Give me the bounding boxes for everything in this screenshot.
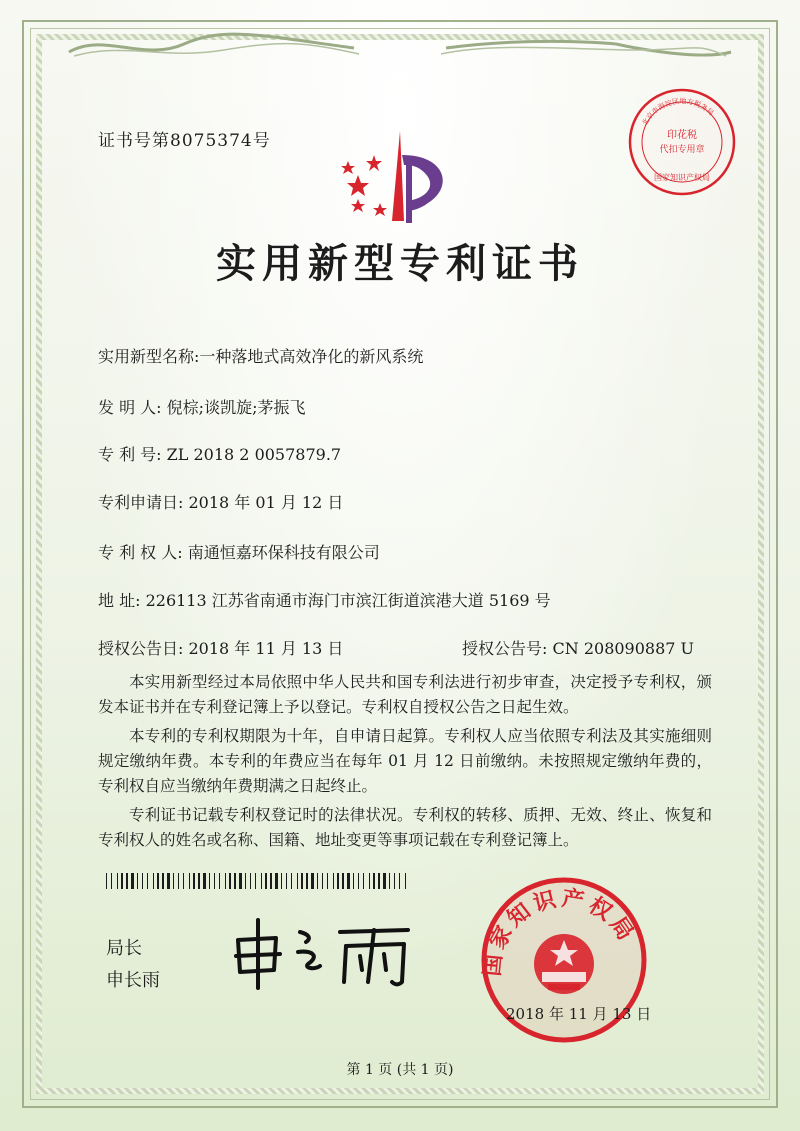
barcode-bar xyxy=(342,873,344,889)
director-name: 申长雨 xyxy=(106,970,160,991)
grant-announcement-number-label: 授权公告号: xyxy=(462,639,548,658)
certificate-body-text xyxy=(98,670,712,857)
barcode-bar xyxy=(137,873,138,889)
barcode-bar xyxy=(142,873,143,889)
address-value: 226113 江苏省南通市海门市滨江街道滨港大道 5169 号 xyxy=(145,591,551,610)
patent-number-label: 专 利 号: xyxy=(98,445,162,464)
barcode-bar xyxy=(291,873,292,889)
barcode-bar xyxy=(106,873,107,889)
body-paragraph: 本实用新型经过本局依照中华人民共和国专利法进行初步审查，决定授予专利权，颁发本证书并在专利登记簿上予以登记。专利权自授权公告之日起生效。 xyxy=(98,673,712,716)
barcode-bar xyxy=(378,873,380,889)
svg-text:代扣专用章: 代扣专用章 xyxy=(659,145,705,155)
barcode-bar xyxy=(373,873,375,889)
barcode-bar xyxy=(183,873,184,889)
barcode-bar xyxy=(167,873,170,889)
barcode-bar xyxy=(306,873,308,889)
barcode-bar xyxy=(121,873,123,889)
grant-announcement-date-row xyxy=(98,636,343,659)
barcode-bar xyxy=(111,873,112,889)
director-signature-icon xyxy=(228,912,418,992)
barcode-bar xyxy=(239,873,242,889)
barcode-bar xyxy=(322,873,323,889)
barcode-bar xyxy=(178,873,179,889)
barcode-bar xyxy=(358,873,359,889)
cnipa-emblem-icon xyxy=(336,125,466,235)
filing-date-label: 专利申请日: xyxy=(98,493,184,512)
filing-date-row xyxy=(98,490,343,513)
barcode-bar xyxy=(369,873,370,889)
barcode-bar xyxy=(189,873,190,889)
inventor-label: 发 明 人: xyxy=(98,398,162,417)
barcode-bar xyxy=(162,873,164,889)
certificate-title: 实用新型专利证书 xyxy=(216,240,584,287)
barcode-bar xyxy=(157,873,159,889)
grant-announcement-number-row xyxy=(462,636,694,659)
barcode-bar xyxy=(250,873,251,889)
director-title: 局长 xyxy=(106,938,142,959)
dragon-ornament-left-icon xyxy=(64,32,364,62)
barcode-bar xyxy=(265,873,267,889)
barcode-bar xyxy=(383,873,386,889)
utility-model-name-value: 一种落地式高效净化的新风系统 xyxy=(199,347,424,366)
barcode-bar xyxy=(399,873,400,889)
grant-announcement-date-value: 2018 年 11 月 13 日 xyxy=(188,639,344,658)
patent-number-value: ZL 2018 2 0057879.7 xyxy=(166,445,342,464)
barcode-bar xyxy=(255,873,256,889)
certificate-number: 证书号第8075374号 xyxy=(98,131,271,151)
svg-text:北京市海淀区地方税务局: 北京市海淀区地方税务局 xyxy=(640,97,716,128)
barcode-bar xyxy=(405,873,406,889)
barcode-bar xyxy=(333,873,334,889)
inventor-row xyxy=(98,395,305,418)
patentee-row xyxy=(98,540,380,563)
barcode-bar xyxy=(214,873,215,889)
barcode-bar xyxy=(117,873,118,889)
inventor-value: 倪棕;谈凯旋;茅振飞 xyxy=(166,398,306,417)
svg-text:国家知识产权局: 国家知识产权局 xyxy=(654,173,710,182)
barcode-bar xyxy=(275,873,278,889)
body-paragraph: 本专利的专利权期限为十年，自申请日起算。专利权人应当依照专利法及其实施细则规定缴纳年费。本专利的年费应当在每年 01 月 12 日前缴纳。未按照规定缴纳年费的，专利权自应当缴纳年费期满之日起终止。 xyxy=(98,727,712,795)
barcode-bar xyxy=(389,873,390,889)
barcode-bar xyxy=(126,873,128,889)
barcode-bar xyxy=(311,873,314,889)
barcode-bar xyxy=(234,873,236,889)
barcode-bar xyxy=(131,873,134,889)
barcode-bar xyxy=(261,873,262,889)
address-label: 地 址: xyxy=(98,591,141,610)
barcode-bar xyxy=(394,873,395,889)
barcode-bar xyxy=(229,873,231,889)
barcode-bar xyxy=(245,873,246,889)
page-number: 第 1 页 (共 1 页) xyxy=(346,1062,454,1078)
barcode-bar xyxy=(147,873,148,889)
barcode-bar xyxy=(198,873,200,889)
dragon-ornament-right-icon xyxy=(436,32,736,62)
barcode-bar xyxy=(353,873,354,889)
address-row xyxy=(98,588,551,611)
barcode-bar xyxy=(317,873,318,889)
body-paragraph: 专利证书记载专利权登记时的法律状况。专利权的转移、质押、无效、终止、恢复和专利权人的姓名或名称、国籍、地址变更等事项记载在专利登记簿上。 xyxy=(98,806,712,849)
barcode-bar xyxy=(193,873,195,889)
barcode-bar xyxy=(327,873,328,889)
barcode-bar xyxy=(225,873,226,889)
utility-model-name-label: 实用新型名称: xyxy=(98,347,200,366)
grant-announcement-date-label: 授权公告日: xyxy=(98,639,184,658)
barcode-bar xyxy=(203,873,206,889)
barcode-bar xyxy=(173,873,174,889)
barcode-bar xyxy=(363,873,364,889)
barcode-bar xyxy=(337,873,339,889)
patentee-value: 南通恒嘉环保科技有限公司 xyxy=(187,543,380,562)
barcode-bar xyxy=(270,873,272,889)
patent-number-row xyxy=(98,442,341,465)
patentee-label: 专 利 权 人: xyxy=(98,543,183,562)
barcode-bar xyxy=(219,873,220,889)
issue-date: 2018 年 11 月 13 日 xyxy=(506,1005,652,1023)
barcode xyxy=(106,873,412,889)
barcode-bar xyxy=(209,873,210,889)
tax-stamp-seal xyxy=(626,86,738,198)
barcode-bar xyxy=(281,873,282,889)
svg-text:印花税: 印花税 xyxy=(667,130,697,141)
barcode-bar xyxy=(347,873,350,889)
svg-text:国家知识产权局: 国家知识产权局 xyxy=(480,886,640,978)
barcode-bar xyxy=(301,873,303,889)
barcode-bar xyxy=(297,873,298,889)
barcode-bar xyxy=(286,873,287,889)
barcode-bar xyxy=(153,873,154,889)
filing-date-value: 2018 年 01 月 12 日 xyxy=(188,493,344,512)
grant-announcement-number-value: CN 208090887 U xyxy=(552,639,695,658)
utility-model-name-row xyxy=(98,344,423,367)
